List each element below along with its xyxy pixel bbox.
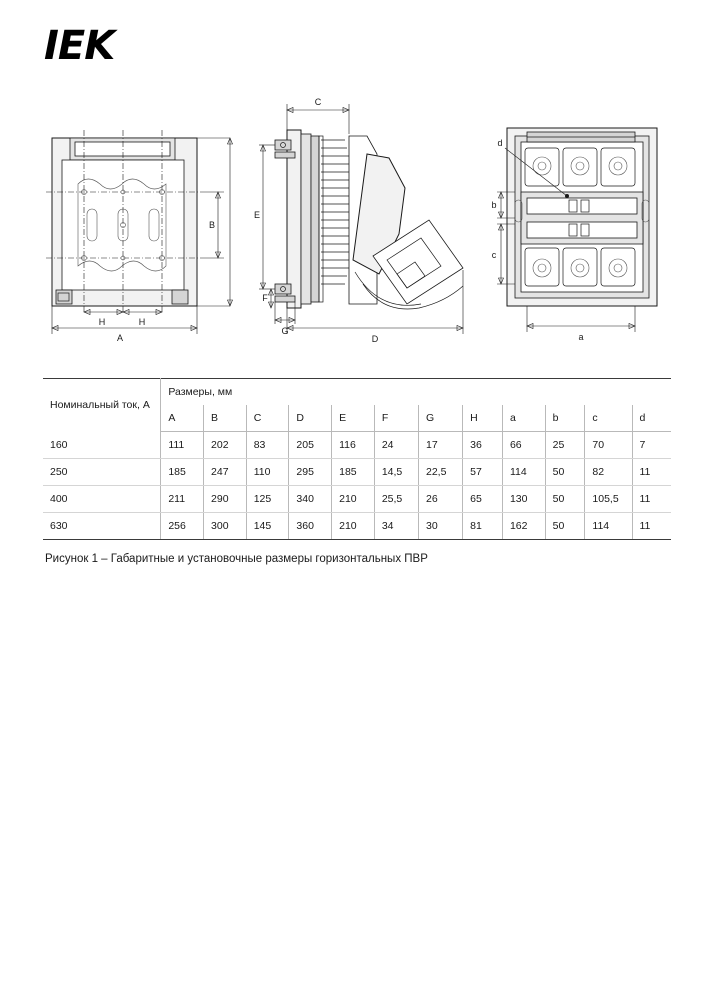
cell-D: 360 <box>289 513 332 540</box>
header-col-C: C <box>246 405 289 432</box>
cell-A: 185 <box>161 459 204 486</box>
cell-a: 66 <box>502 432 545 459</box>
front-view-drawing <box>40 88 240 358</box>
header-col-G: G <box>419 405 463 432</box>
table-row <box>43 513 671 540</box>
table-row <box>43 459 671 486</box>
cell-C: 83 <box>246 432 289 459</box>
cell-current: 160 <box>43 432 161 459</box>
cell-H: 65 <box>463 486 503 513</box>
cell-d: 7 <box>632 432 671 459</box>
cell-current: 250 <box>43 459 161 486</box>
cell-current: 630 <box>43 513 161 540</box>
cell-F: 25,5 <box>374 486 418 513</box>
cell-b: 50 <box>545 459 585 486</box>
cell-G: 30 <box>419 513 463 540</box>
svg-text:F: F <box>262 293 268 303</box>
svg-text:d: d <box>497 138 503 148</box>
cell-F: 14,5 <box>374 459 418 486</box>
cell-B: 290 <box>204 486 247 513</box>
header-col-E: E <box>332 405 375 432</box>
cell-F: 24 <box>374 432 418 459</box>
svg-text:B: B <box>208 220 216 230</box>
top-view-drawing <box>485 88 675 358</box>
svg-text:H: H <box>98 317 106 327</box>
cell-E: 210 <box>332 513 375 540</box>
iek-logo: IEK <box>44 23 115 69</box>
cell-B: 300 <box>204 513 247 540</box>
cell-H: 36 <box>463 432 503 459</box>
header-col-d: d <box>632 405 671 432</box>
cell-a: 114 <box>502 459 545 486</box>
figure-drawings <box>40 88 672 358</box>
cell-c: 105,5 <box>585 486 632 513</box>
table-row <box>43 432 671 459</box>
cell-a: 130 <box>502 486 545 513</box>
cell-A: 111 <box>161 432 204 459</box>
table-header-row-1 <box>43 379 671 406</box>
svg-text:C: C <box>314 97 322 107</box>
svg-text:c: c <box>491 250 497 260</box>
cell-H: 81 <box>463 513 503 540</box>
cell-A: 256 <box>161 513 204 540</box>
cell-D: 340 <box>289 486 332 513</box>
cell-F: 34 <box>374 513 418 540</box>
cell-c: 114 <box>585 513 632 540</box>
cell-C: 125 <box>246 486 289 513</box>
cell-a: 162 <box>502 513 545 540</box>
header-col-B: B <box>204 405 247 432</box>
side-view-drawing <box>245 88 475 358</box>
cell-E: 210 <box>332 486 375 513</box>
cell-D: 295 <box>289 459 332 486</box>
svg-text:H: H <box>138 317 146 327</box>
cell-c: 70 <box>585 432 632 459</box>
cell-E: 116 <box>332 432 375 459</box>
header-sizes: Размеры, мм <box>161 379 671 406</box>
svg-text:A: A <box>116 333 124 343</box>
cell-b: 50 <box>545 513 585 540</box>
cell-C: 145 <box>246 513 289 540</box>
header-col-A: A <box>161 405 204 432</box>
dimensions-table <box>43 378 671 540</box>
cell-G: 22,5 <box>419 459 463 486</box>
svg-text:G: G <box>281 326 289 336</box>
header-col-c: c <box>585 405 632 432</box>
header-col-H: H <box>463 405 503 432</box>
cell-b: 50 <box>545 486 585 513</box>
cell-current: 400 <box>43 486 161 513</box>
cell-B: 247 <box>204 459 247 486</box>
cell-c: 82 <box>585 459 632 486</box>
header-col-D: D <box>289 405 332 432</box>
cell-d: 11 <box>632 486 671 513</box>
header-col-F: F <box>374 405 418 432</box>
cell-b: 25 <box>545 432 585 459</box>
figure-caption: Рисунок 1 – Габаритные и установочные размеры горизонтальных ПВР <box>45 553 428 565</box>
svg-text:D: D <box>371 334 379 344</box>
cell-B: 202 <box>204 432 247 459</box>
cell-G: 17 <box>419 432 463 459</box>
cell-A: 211 <box>161 486 204 513</box>
cell-G: 26 <box>419 486 463 513</box>
cell-H: 57 <box>463 459 503 486</box>
svg-text:E: E <box>253 210 261 220</box>
cell-E: 185 <box>332 459 375 486</box>
header-col-b: b <box>545 405 585 432</box>
cell-d: 11 <box>632 513 671 540</box>
table-row <box>43 486 671 513</box>
cell-d: 11 <box>632 459 671 486</box>
header-rated-current: Номинальный ток, А <box>43 379 161 432</box>
header-col-a: a <box>502 405 545 432</box>
cell-C: 110 <box>246 459 289 486</box>
svg-text:a: a <box>578 332 584 342</box>
svg-text:b: b <box>491 200 497 210</box>
cell-D: 205 <box>289 432 332 459</box>
